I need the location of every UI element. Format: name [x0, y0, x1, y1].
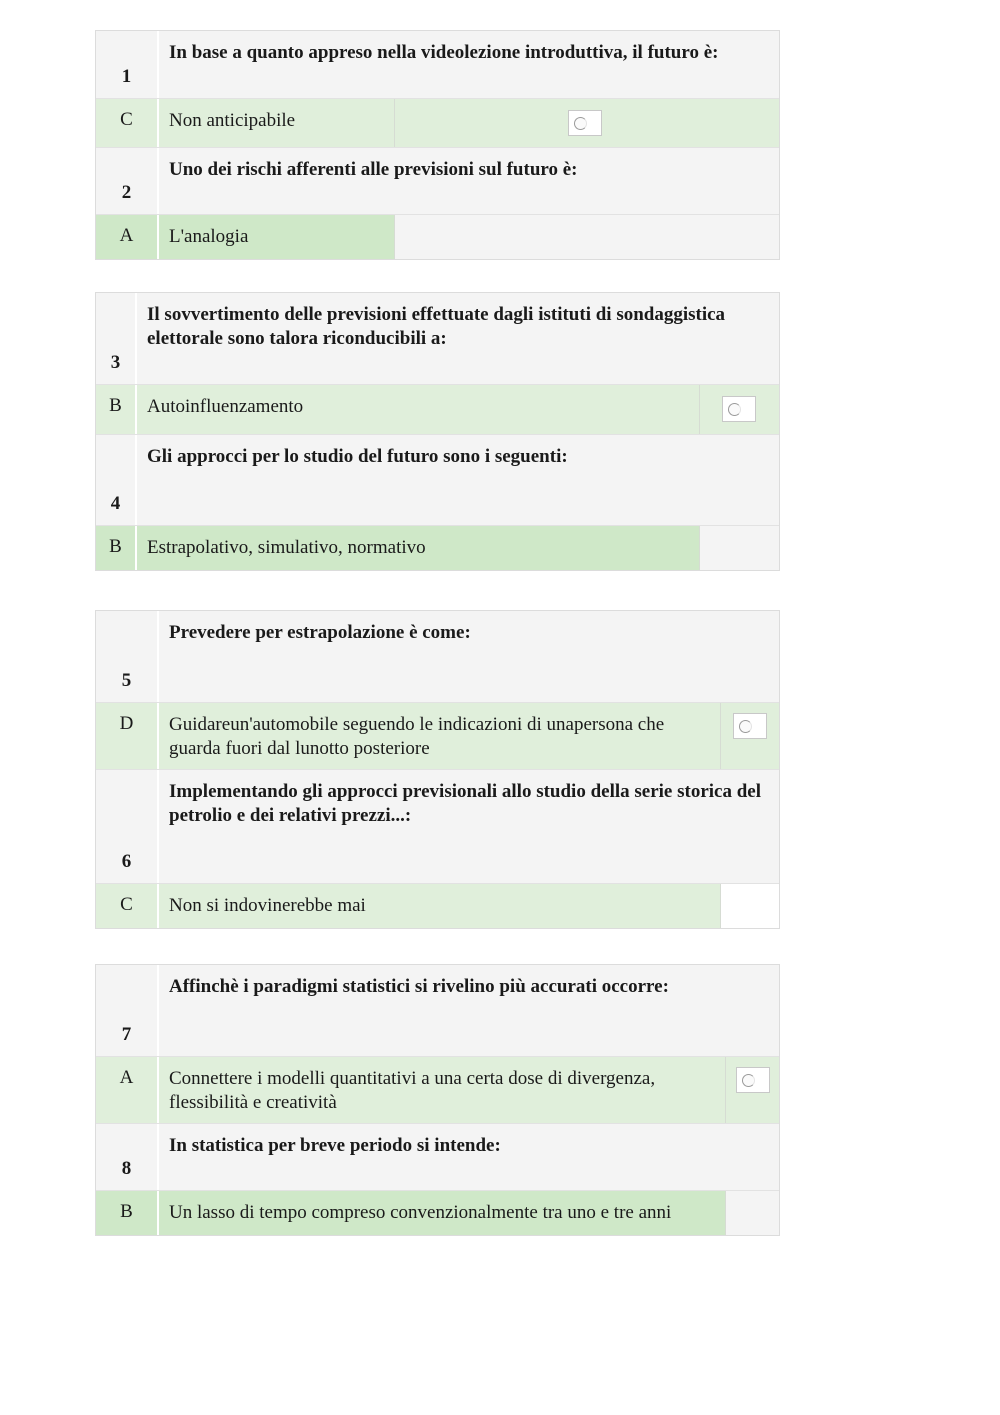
answer-text: Autoinfluenzamento [137, 385, 699, 434]
question-text: Uno dei rischi afferenti alle previsioni sul futuro è: [169, 159, 578, 180]
answer-row [96, 1057, 779, 1124]
question-row [96, 611, 779, 703]
question-text: Affinchè i paradigmi statistici si rivelino più accurati occorre: [169, 976, 669, 997]
answer-row [96, 526, 779, 570]
question-row [96, 31, 779, 99]
radio-circle-icon [728, 403, 741, 416]
question-text: Il sovvertimento delle previsioni effettuate dagli istituti di sondaggistica elettorale sono talora riconducibili a: [147, 304, 726, 349]
answer-radio[interactable] [722, 396, 756, 422]
answer-letter: B [96, 526, 137, 570]
answer-select-cell [725, 1191, 779, 1235]
quiz-block-2 [95, 292, 780, 571]
radio-circle-icon [742, 1074, 755, 1087]
answer-select-cell [725, 1057, 779, 1123]
question-row [96, 1124, 779, 1191]
answer-letter: A [96, 1057, 159, 1123]
answer-text: Non si indovinerebbe mai [159, 884, 720, 928]
question-number: 7 [96, 965, 159, 1056]
answer-row [96, 385, 779, 435]
answer-text: L'analogia [159, 215, 394, 259]
answer-select-cell [699, 385, 779, 434]
answer-row [96, 884, 779, 928]
answer-row [96, 215, 779, 259]
question-text: Gli approcci per lo studio del futuro sono i seguenti: [147, 446, 568, 467]
question-number: 3 [96, 293, 137, 384]
answer-select-cell [720, 703, 779, 769]
answer-letter: B [96, 385, 137, 434]
question-number: 8 [96, 1124, 159, 1190]
question-number: 5 [96, 611, 159, 702]
question-text: Prevedere per estrapolazione è come: [169, 622, 471, 643]
answer-text: Un lasso di tempo compreso convenzionalmente tra uno e tre anni [159, 1191, 725, 1235]
question-number: 4 [96, 435, 137, 525]
question-number: 2 [96, 148, 159, 214]
radio-circle-icon [574, 117, 587, 130]
answer-letter: D [96, 703, 159, 769]
radio-circle-icon [739, 720, 752, 733]
question-text: In statistica per breve periodo si intende: [169, 1135, 501, 1156]
answer-text: Guidareun'automobile seguendo le indicazioni di unapersona che guarda fuori dal lunotto posteriore [159, 703, 720, 769]
answer-letter: B [96, 1191, 159, 1235]
answer-text: Non anticipabile [159, 99, 394, 147]
quiz-block-3 [95, 610, 780, 929]
question-row [96, 435, 779, 526]
question-row [96, 293, 779, 385]
quiz-block-4 [95, 964, 780, 1236]
answer-select-cell [394, 99, 779, 147]
answer-row [96, 99, 779, 148]
answer-letter: A [96, 215, 159, 259]
question-row [96, 965, 779, 1057]
question-row [96, 770, 779, 884]
answer-radio[interactable] [568, 110, 602, 136]
answer-text: Connettere i modelli quantitativi a una certa dose di divergenza, flessibilità e creatività [159, 1057, 725, 1123]
answer-radio[interactable] [736, 1067, 770, 1093]
question-text: In base a quanto appreso nella videolezione introduttiva, il futuro è: [169, 42, 719, 63]
answer-row [96, 1191, 779, 1235]
answer-radio[interactable] [733, 713, 767, 739]
answer-letter: C [96, 884, 159, 928]
answer-select-cell [699, 526, 779, 570]
answer-text: Estrapolativo, simulativo, normativo [137, 526, 699, 570]
question-number: 1 [96, 31, 159, 98]
question-row [96, 148, 779, 215]
quiz-block-1 [95, 30, 780, 260]
question-text: Implementando gli approcci previsionali allo studio della serie storica del petrolio e dei relativi prezzi...: [169, 781, 761, 826]
answer-letter: C [96, 99, 159, 147]
question-number: 6 [96, 770, 159, 883]
answer-select-cell [720, 884, 779, 928]
answer-select-cell [394, 215, 779, 259]
answer-row [96, 703, 779, 770]
